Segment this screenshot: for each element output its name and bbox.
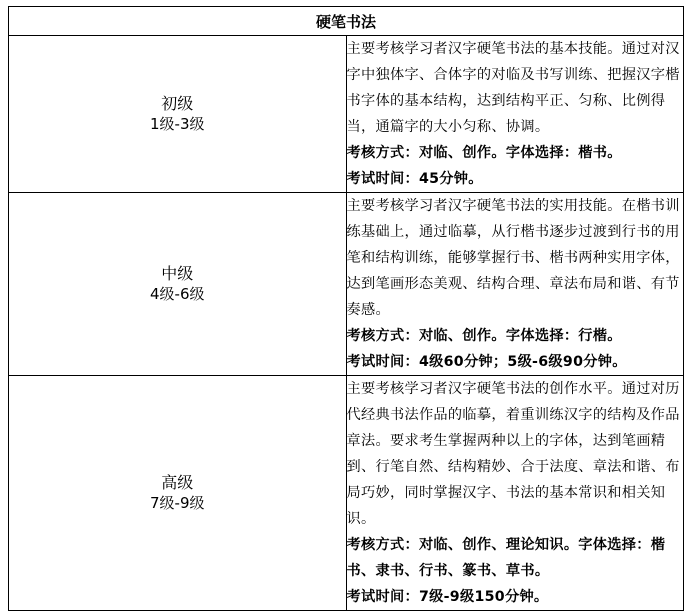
- level-description: 主要考核学习者汉字硬笔书法的创作水平。通过对历代经典书法作品的临摹，着重训练汉字的结构及作品章法。要求考生掌握两种以上的字体，达到笔画精到、行笔自然、结构精妙、合于法度、章法和谐、布局巧妙，同时掌握汉字、书法的基本常识和相关知识。: [346, 381, 680, 527]
- level-description: 主要考核学习者汉字硬笔书法的基本技能。通过对汉字中独体字、合体字的对临及书写训练、把握汉字楷书字体的基本结构，达到结构平正、匀称、比例得当，通篇字的大小匀称、协调。: [346, 41, 680, 135]
- level-cell-advanced: [9, 376, 347, 611]
- content-cell-beginner: [346, 36, 684, 193]
- table-title: 硬笔书法: [9, 7, 684, 36]
- level-cell-intermediate: [9, 193, 347, 376]
- content-cell-advanced: [346, 376, 684, 611]
- level-description: 主要考核学习者汉字硬笔书法的实用技能。在楷书训练基础上，通过临摹，从行楷书逐步过渡到行书的用笔和结构训练，能够掌握行书、楷书两种实用字体，达到笔画形态美观、结构合理、章法布局和谐、有节奏感。: [346, 198, 680, 318]
- level-range: 4级-6级: [150, 285, 205, 303]
- exam-method: 考核方式：对临、创作。字体选择：行楷。: [346, 328, 622, 344]
- level-name: 中级: [161, 264, 194, 283]
- exam-time: 考试时间：7级-9级150分钟。: [346, 589, 549, 605]
- table-row: [9, 36, 684, 193]
- calligraphy-levels-table: [8, 6, 684, 611]
- level-cell-beginner: [9, 36, 347, 193]
- level-range: 1级-3级: [150, 115, 205, 133]
- exam-time: 考试时间：4级60分钟；5级-6级90分钟。: [346, 354, 627, 370]
- level-name: 高级: [161, 473, 194, 492]
- exam-method: 考核方式：对临、创作、理论知识。字体选择：楷书、隶书、行书、篆书、草书。: [346, 537, 666, 579]
- level-range: 7级-9级: [150, 494, 205, 512]
- exam-method: 考核方式：对临、创作。字体选择：楷书。: [346, 145, 622, 161]
- content-cell-intermediate: [346, 193, 684, 376]
- level-name: 初级: [161, 94, 194, 113]
- table-row: [9, 376, 684, 611]
- exam-time: 考试时间：45分钟。: [346, 171, 483, 187]
- table-row: [9, 193, 684, 376]
